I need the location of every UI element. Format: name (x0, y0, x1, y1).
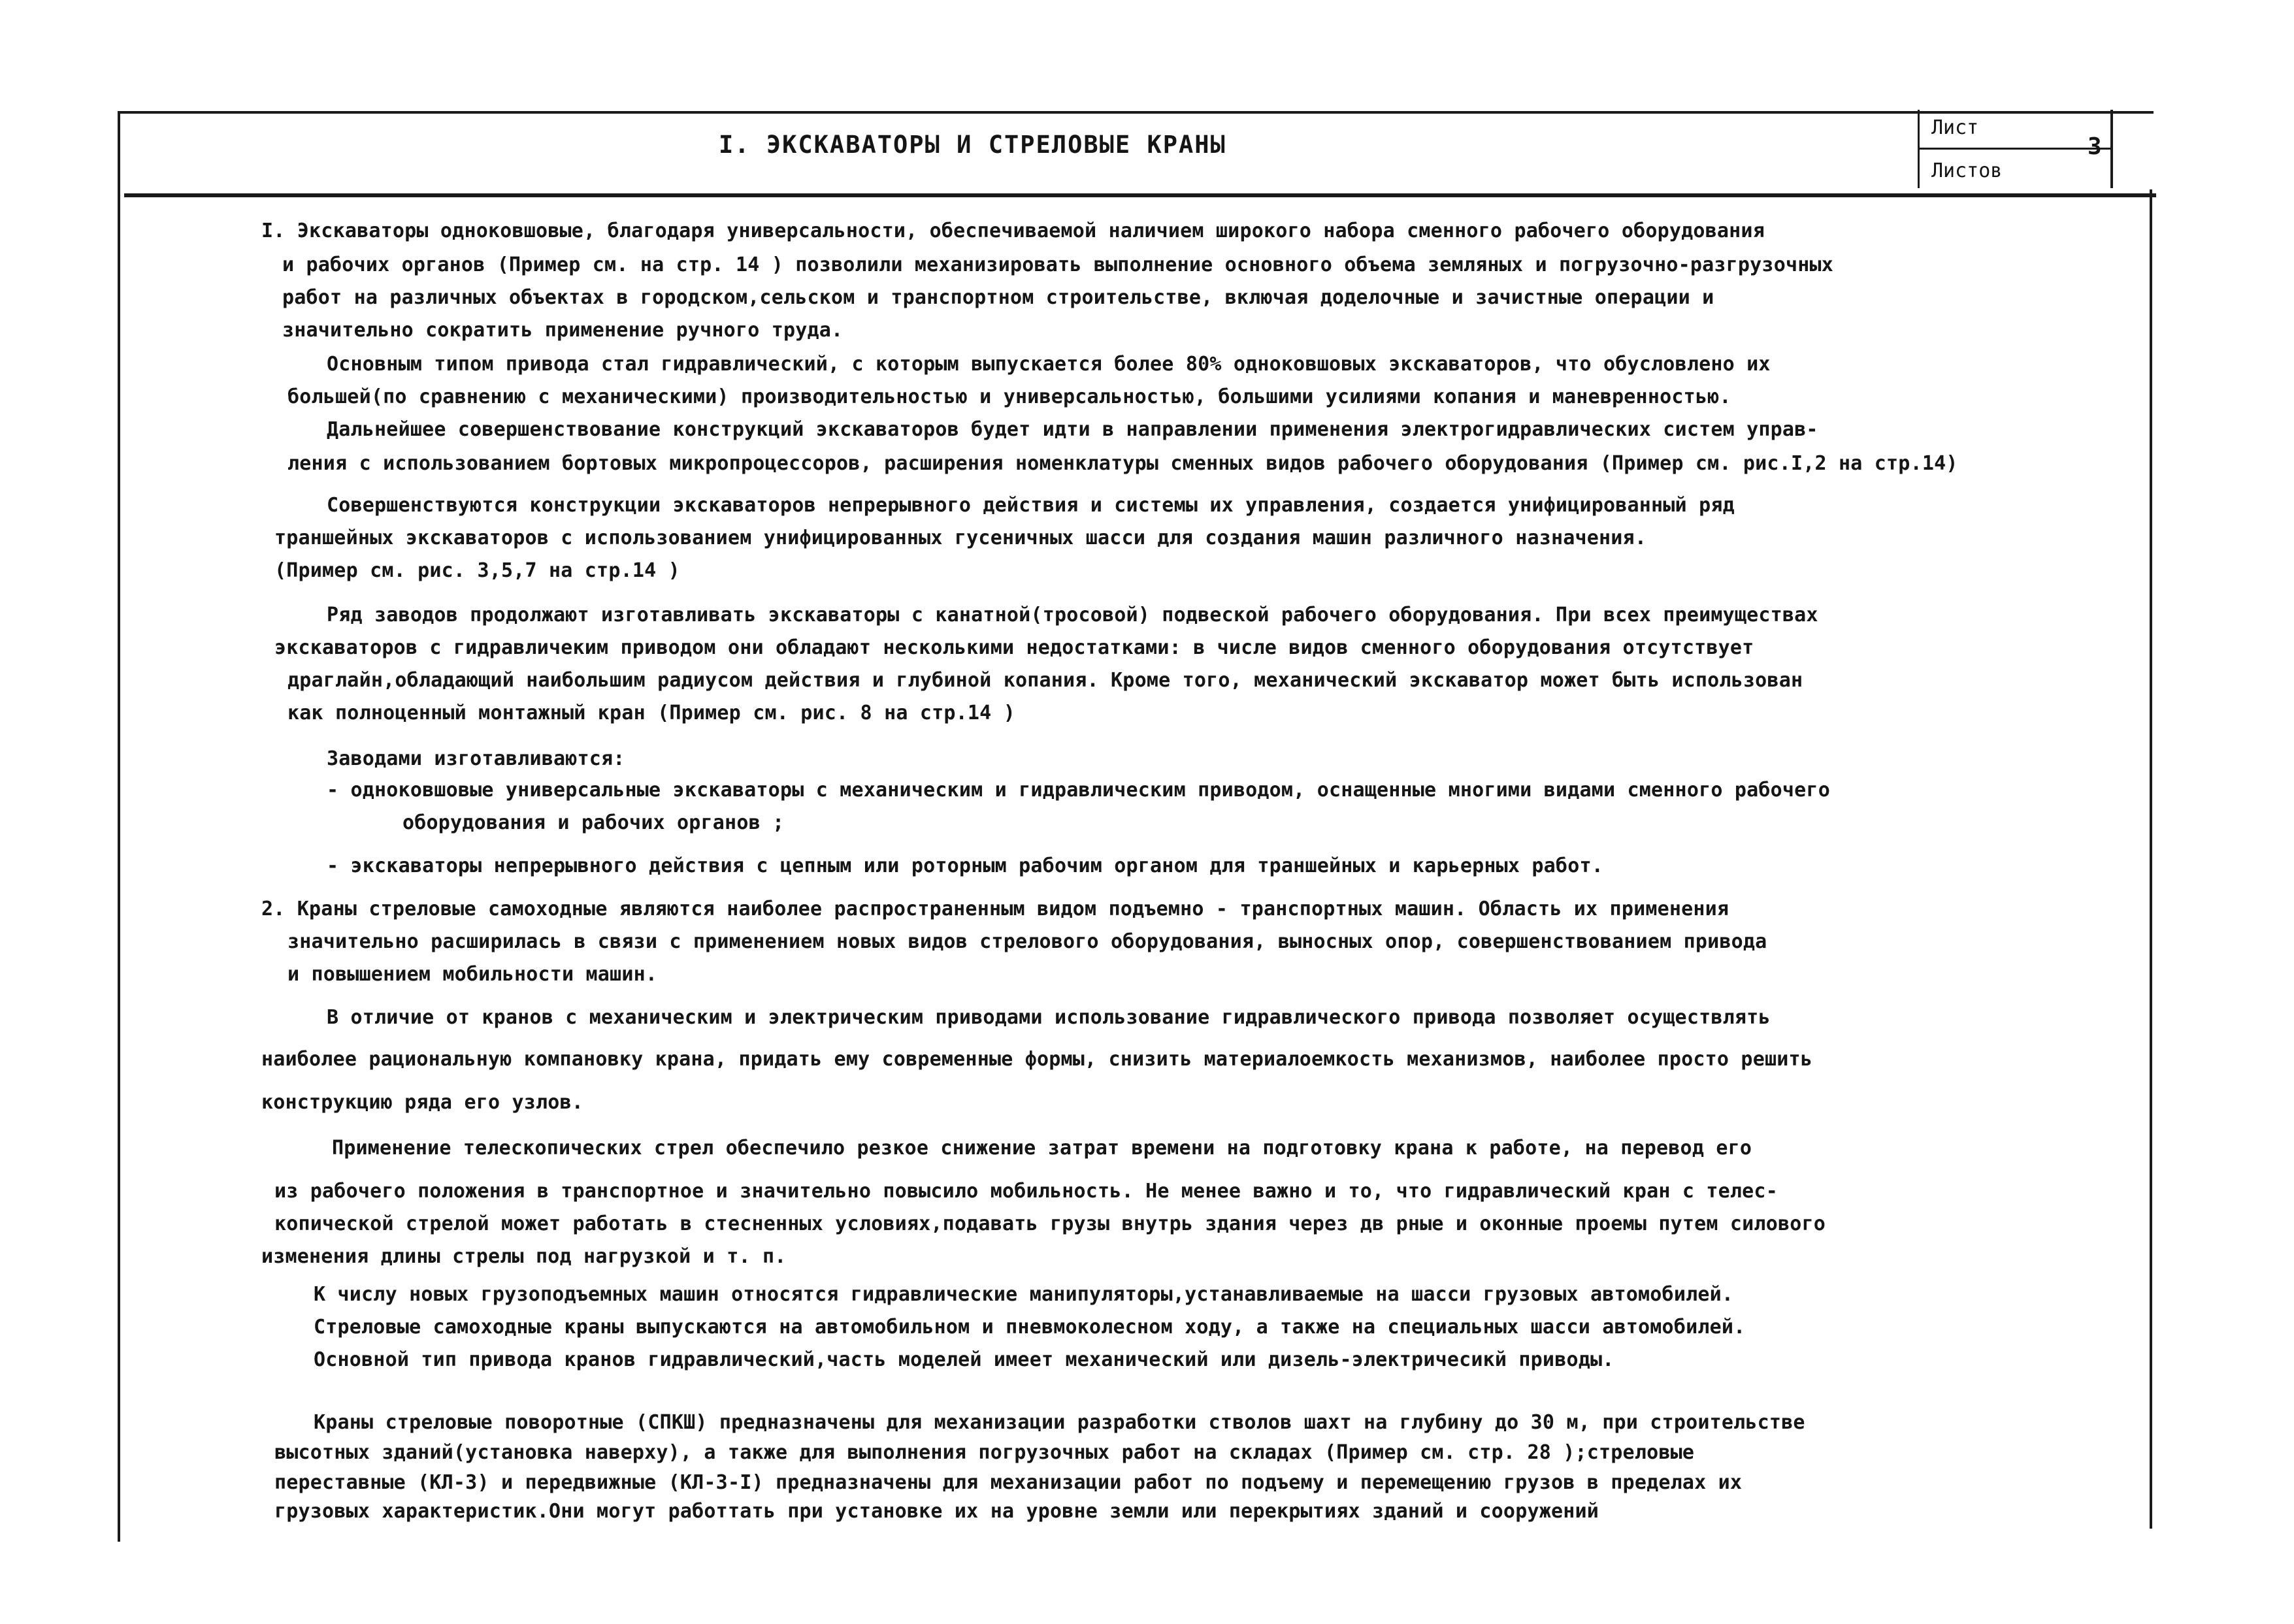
text-line: значительно расширилась в связи с применением новых видов стрелового оборудования, выносных опор, совершенствованием привода (287, 930, 1767, 953)
text-line: экскаваторов с гидравличеким приводом они обладают несколькими недостатками: в числе видов сменного оборудования отсутствует (274, 636, 1754, 659)
frame-top-line (118, 111, 2154, 114)
text-line: Применение телескопических стрел обеспечило резкое снижение затрат времени на подготовку крана к работе, на перевод его (332, 1137, 1752, 1160)
text-line: работ на различных объектах в городском,сельском и транспортном строительстве, включая доделочные и зачистные операции и (282, 286, 1714, 309)
sheets-label: Листов (1931, 159, 2003, 182)
text-line: грузовых характеристик.Они могут работтать при установке их на уровне земли или перекрытиях зданий и сооружений (274, 1500, 1599, 1523)
text-line: Дальнейшее совершенствование конструкций экскаваторов будет идти в направлении применения электрогидравлических систем управ- (327, 418, 1818, 441)
text-line: Заводами изготавливаются: (327, 747, 625, 770)
text-line: копической стрелой может работать в стесненных условиях,подавать грузы внутрь здания через дв рные и оконные проемы путем силового (274, 1212, 1826, 1235)
section-title: I. ЭКСКАВАТОРЫ И СТРЕЛОВЫЕ КРАНЫ (719, 131, 1226, 159)
text-line: из рабочего положения в транспортное и значительно повысило мобильность. Не менее важно и то, что гидравлический кран с телес- (274, 1180, 1778, 1203)
text-line: большей(по сравнению с механическими) производительностью и универсальностью, большими усилиями копания и маневренностью. (287, 385, 1731, 408)
text-line: Ряд заводов продолжают изготавливать экскаваторы с канатной(тросовой) подвеской рабочего оборудования. При всех преимуществах (327, 604, 1818, 626)
text-line: переставные (КЛ-3) и передвижные (КЛ-3-I) предназначены для механизации работ по подъему и перемещению грузов в пределах их (274, 1471, 1743, 1494)
text-line: изменения длины стрелы под нагрузкой и т. п. (261, 1245, 787, 1268)
text-line: конструкцию ряда его узлов. (261, 1091, 584, 1114)
text-line: высотных зданий(установка наверху), а также для выполнения погрузочных работ на складах (Пример см. стр. 28 );стреловые (274, 1441, 1695, 1464)
text-line: и повышением мобильности машин. (287, 963, 658, 986)
text-line: - экскаваторы непрерывного действия с цепным или роторным рабочим органом для траншейных и карьерных работ. (327, 854, 1603, 877)
text-line: Основным типом привода стал гидравлический, с которым выпускается более 80% одноковшовых экскаваторов, что обусловлено их (327, 353, 1771, 376)
text-line: оборудования и рабочих органов ; (402, 811, 785, 834)
sheet-box (1918, 110, 2113, 188)
sheet-box-divider (1920, 148, 2110, 150)
text-line: Основной тип привода кранов гидравлический,часть моделей имеет механический или дизель-электричесикй приводы. (314, 1348, 1614, 1371)
frame-left-line (118, 111, 120, 1542)
header-rule (124, 193, 2156, 197)
text-line: значительно сократить применение ручного труда. (282, 319, 844, 342)
text-line: - одноковшовые универсальные экскаваторы с механическим и гидравлическим приводом, оснащенные многими видами сменного рабочего (327, 779, 1830, 802)
text-line: наиболее рациональную компановку крана, придать ему современные формы, снизить материалоемкость механизмов, наиболее просто решить (261, 1048, 1812, 1071)
text-line: ления с использованием бортовых микропроцессоров, расширения номенклатуры сменных видов рабочего оборудования (Пример см. рис.I,2 на стр.14) (287, 452, 1958, 475)
text-line: (Пример см. рис. 3,5,7 на стр.14 ) (274, 559, 680, 582)
text-line: Совершенствуются конструкции экскаваторов непрерывного действия и системы их управления, создается унифицированный ряд (327, 494, 1735, 517)
text-line: драглайн,обладающий наибольшим радиусом действия и глубиной копания. Кроме того, механический экскаватор может быть использован (287, 669, 1803, 692)
text-line: К числу новых грузоподъемных машин относятся гидравлические манипуляторы,устанавливаемые на шасси грузовых автомобилей. (314, 1283, 1734, 1306)
text-line: траншейных экскаваторов с использованием унифицированных гусеничных шасси для создания машин различного назначения. (274, 527, 1647, 549)
text-line: как полноценный монтажный кран (Пример см. рис. 8 на стр.14 ) (287, 702, 1015, 724)
frame-right-line (2150, 189, 2152, 1529)
text-line: 2. Краны стреловые самоходные являются наиболее распространенным видом подъемно - транспортных машин. Область их применения (261, 898, 1729, 920)
text-line: В отличие от кранов с механическим и электрическим приводами использование гидравлического привода позволяет осуществлять (327, 1006, 1771, 1029)
text-line: I. Экскаваторы одноковшовые, благодаря универсальности, обеспечиваемой наличием широкого набора сменного рабочего оборудования (261, 219, 1765, 242)
text-line: Стреловые самоходные краны выпускаются на автомобильном и пневмоколесном ходу, а также на специальных шасси автомобилей. (314, 1316, 1746, 1339)
sheet-number: 3 (2088, 133, 2102, 160)
sheet-label: Лист (1931, 116, 1979, 139)
text-line: Краны стреловые поворотные (СПКШ) предназначены для механизации разработки стволов шахт на глубину до 30 м, при строительстве (314, 1411, 1805, 1434)
text-line: и рабочих органов (Пример см. на стр. 14 ) позволили механизировать выполнение основного объема земляных и погрузочно-разгрузочных (282, 253, 1833, 276)
